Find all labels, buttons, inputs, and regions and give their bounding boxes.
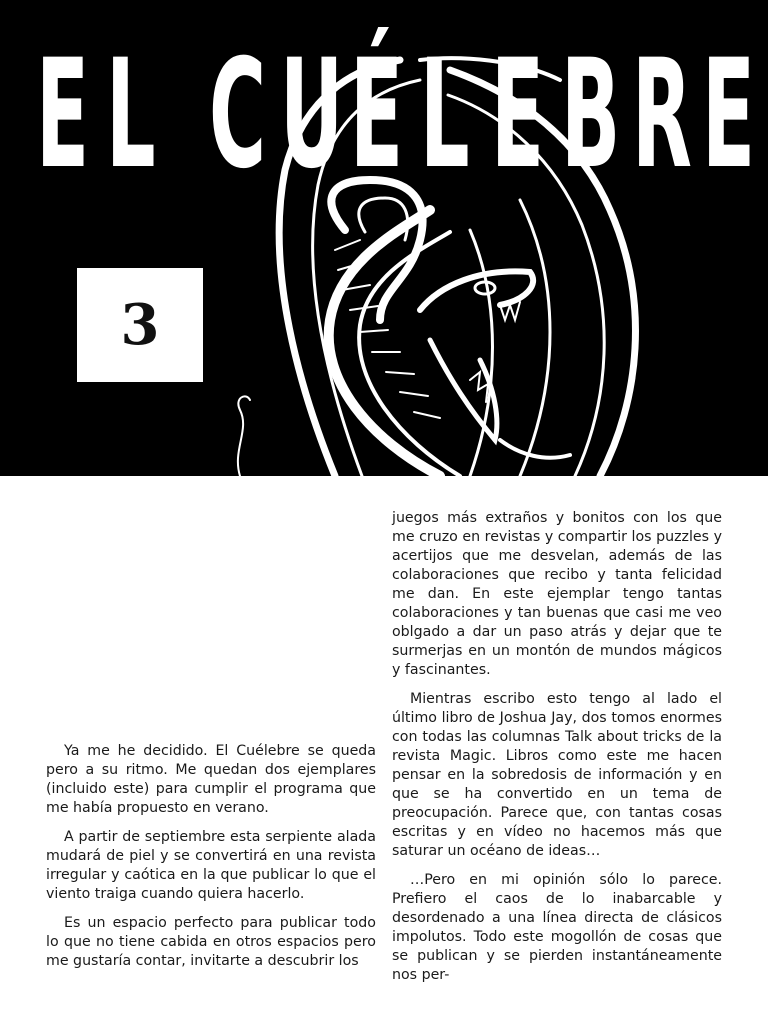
- magazine-title: [0, 30, 768, 200]
- title-letter: E: [701, 28, 756, 202]
- issue-number-box: [77, 268, 203, 382]
- issue-number: 3: [120, 292, 160, 358]
- title-letter: C: [209, 28, 267, 202]
- article-left-column: [46, 742, 376, 981]
- article-right-column: [392, 509, 722, 995]
- title-letter: É: [349, 28, 404, 202]
- title-letter: B: [561, 28, 621, 202]
- title-letter: R: [631, 28, 692, 202]
- paragraph: A partir de septiembre esta serpiente alada mudará de piel y se convertirá en una revista irregular y caótica en la que publicar lo que el viento traiga cuando quiera hacerlo.: [46, 829, 376, 902]
- title-letter: L: [420, 28, 470, 202]
- title-letter: E: [35, 28, 90, 202]
- paragraph: …Pero en mi opinión sólo lo parece. Prefiero el caos de lo inabarcable y desordenado a una línea directa de clásicos impolutos. Todo este mogollón de cosas que se publican y se pierden instantáneamente nos per-: [392, 872, 722, 983]
- header-banner: [0, 0, 768, 476]
- paragraph: Es un espacio perfecto para publicar todo lo que no tiene cabida en otros espacios pero me gustaría contar, invitarte a descubrir los: [46, 915, 376, 969]
- paragraph: juegos más extraños y bonitos con los que me cruzo en revistas y compartir los puzzles y acertijos que me desvelan, además de las colaboraciones que recibo y tanta felicidad me dan. En este ejemplar tengo tantas colaboraciones y tan buenas que casi me veo oblgado a dar un paso atrás y dejar que te surmerjas en un montón de mundos mágicos y fascinantes.: [392, 510, 722, 678]
- paragraph: Ya me he decidido. El Cuélebre se queda pero a su ritmo. Me quedan dos ejemplares (incluido este) para cumplir el programa que me había propuesto en verano.: [46, 743, 376, 816]
- title-letter: L: [106, 28, 157, 202]
- paragraph: Mientras escribo esto tengo al lado el último libro de Joshua Jay, dos tomos enormes con todas las columnas Talk about tricks de la revista Magic. Libros como este me hacen pensar en la sobredosis de información y en que se ha convertido en un tema de preocupación. Parece que, con tantas cosas escritas y en vídeo no hacemos más que saturar un océano de ideas…: [392, 691, 722, 859]
- title-letter: U: [279, 28, 343, 202]
- title-letter: E: [490, 28, 544, 202]
